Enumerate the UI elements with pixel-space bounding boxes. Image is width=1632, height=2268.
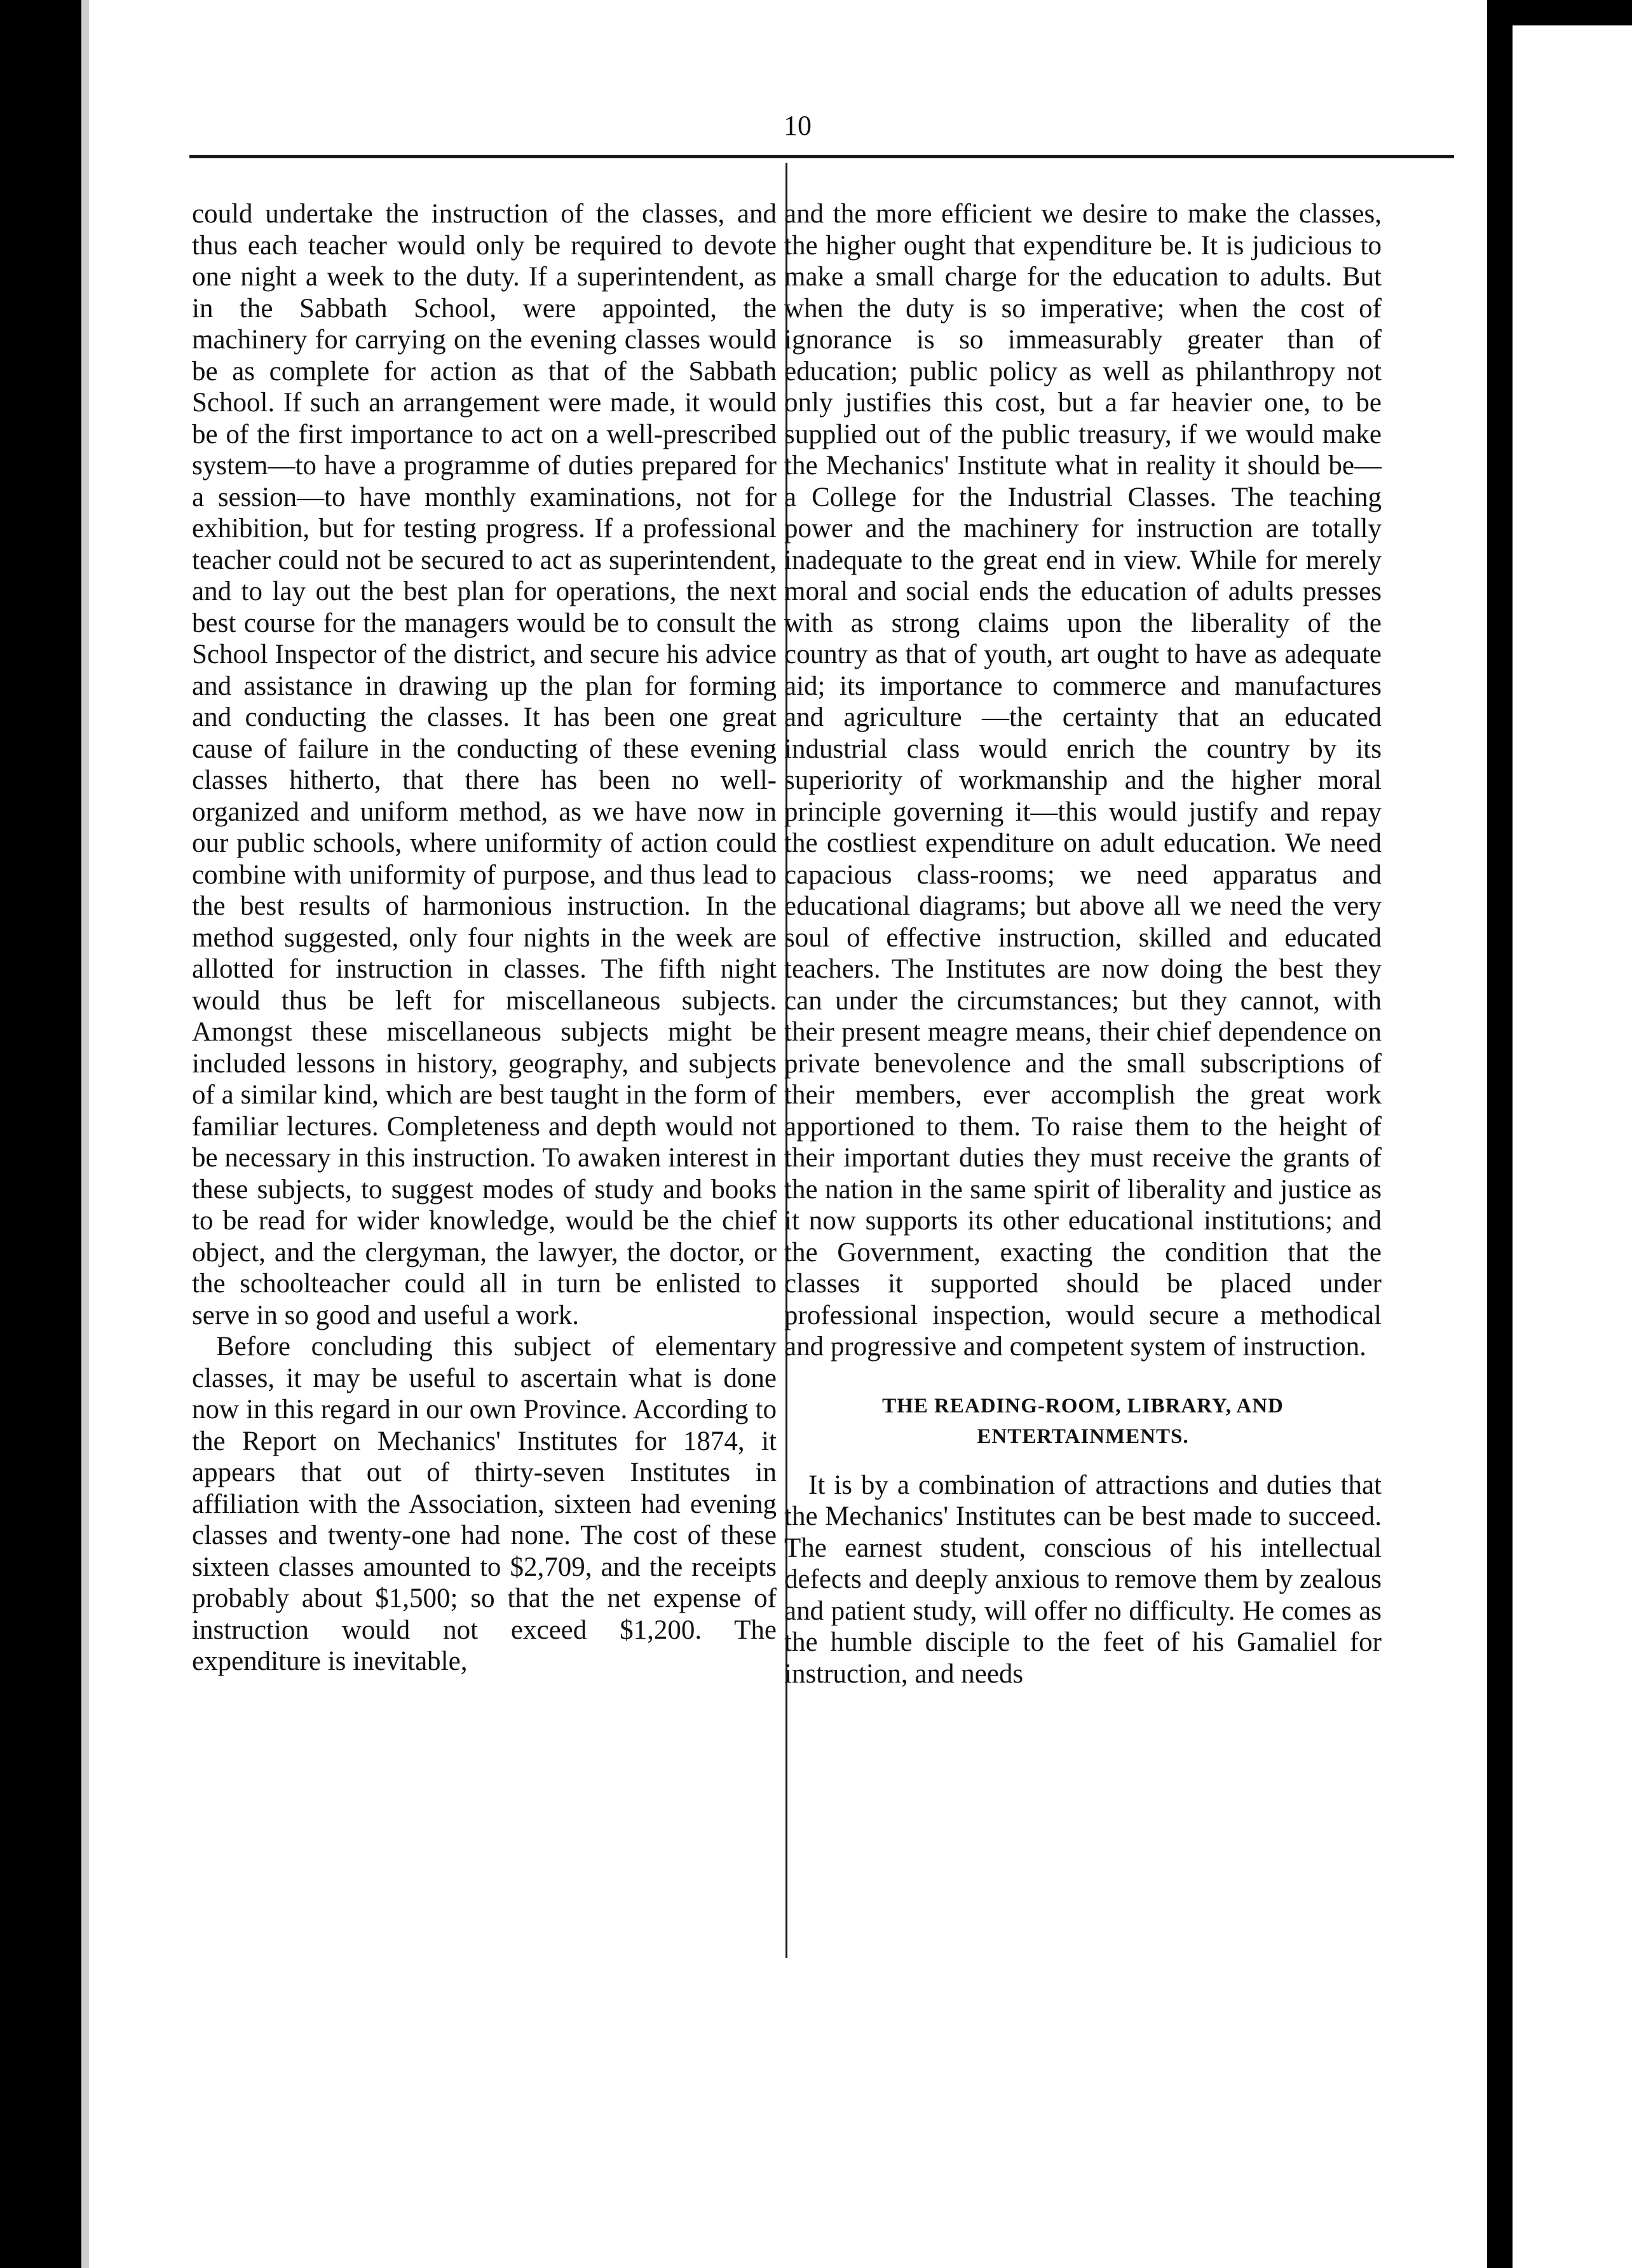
document-page xyxy=(81,0,1506,2268)
right-paragraph-2: It is by a combination of attractions and duties that the Mechanics' Institutes can be best made to succeed. The earnest student, conscious of his intellectual defects and deeply anxious to remove them by zealous and patient study, will offer no difficulty. He comes as the humble disciple to the feet of his Gamaliel for instruction, and needs xyxy=(784,1470,1382,1689)
section-heading: THE READING-ROOM, LIBRARY, AND ENTERTAINMENTS. xyxy=(882,1394,1284,1448)
page-number: 10 xyxy=(784,110,812,141)
adjacent-page-edge xyxy=(1513,25,1632,2268)
page-edge-shadow xyxy=(1487,0,1513,2268)
right-paragraph-1: and the more efficient we desire to make the classes, the higher ought that expenditure be. It is judicious to make a small charge for the education to adults. But when the duty is so imperative; when the cost of ignorance is so immeasurably greater than of education; public policy as well as philanthropy not only justifies this cost, but a far heavier one, to be supplied out of the public treasury, if we would make the Mechanics' Institute what in reality it should be—a College for the Industrial Classes. The teaching power and the machinery for instruction are totally inadequate to the great end in view. While for merely moral and social ends the education of adults presses with as strong claims upon the liberality of the country as that of youth, art ought to have as adequate aid; its importance to commerce and manufactures and agriculture —the certainty that an educated industrial class would enrich the country by its superiority of workmanship and the higher moral principle governing it—this would justify and repay the costliest expenditure on adult education. We need capacious class-rooms; we need apparatus and educational diagrams; but above all we need the very soul of effective instruction, skilled and educated teachers. The Institutes are now doing the best they can under the circumstances; but they cannot, with their present meagre means, their chief dependence on private benevolence and the small subscriptions of their members, ever accomplish the great work apportioned to them. To raise them to the height of their important duties they must receive the grants of the nation in the same spirit of liberality and justice as it now supports its other educational institutions; and the Government, exacting the condition that the classes it supported should be placed under professional inspection, would secure a methodical and progressive and competent system of instruction. xyxy=(784,199,1382,1362)
left-paragraph-2: Before concluding this subject of elementary classes, it may be useful to ascertain what is done now in this regard in our own Province. According to the Report on Mechanics' Institutes for 1874, it appears that out of thirty-seven Institutes in affiliation with the Association, sixteen had evening classes and twenty-one had none. The cost of these sixteen classes amounted to $2,709, and the receipts probably about $1,500; so that the net expense of instruction would not exceed $1,200. The expenditure is inevitable, xyxy=(192,1332,777,1676)
left-paragraph-1: could undertake the instruction of the classes, and thus each teacher would only be required to devote one night a week to the duty. If a superintendent, as in the Sabbath School, were appointed, the machinery for carrying on the evening classes would be as complete for action as that of the Sabbath School. If such an arrangement were made, it would be of the first importance to act on a well-prescribed system—to have a programme of duties prepared for a session—to have monthly examinations, not for exhibition, but for testing progress. If a professional teacher could not be secured to act as superintendent, and to lay out the best plan for operations, the next best course for the managers would be to consult the School Inspector of the district, and secure his advice and assistance in drawing up the plan for forming and conducting the classes. It has been one great cause of failure in the conducting of these evening classes hitherto, that there has been no well-organized and uniform method, as we have now in our public schools, where uniformity of action could combine with uniformity of purpose, and thus lead to the best results of harmonious instruction. In the method suggested, only four nights in the week are allotted for instruction in classes. The fifth night would thus be left for miscellaneous subjects. Amongst these miscellaneous subjects might be included lessons in history, geography, and subjects of a similar kind, which are best taught in the form of familiar lectures. Completeness and depth would not be necessary in this instruction. To awaken interest in these subjects, to suggest modes of study and books to be read for wider knowledge, would be the chief object, and the clergyman, the lawyer, the doctor, or the schoolteacher could all in turn be enlisted to serve in so good and useful a work. xyxy=(192,199,777,1330)
left-column xyxy=(192,198,777,1677)
right-column xyxy=(784,198,1382,1690)
header-rule xyxy=(189,155,1454,158)
